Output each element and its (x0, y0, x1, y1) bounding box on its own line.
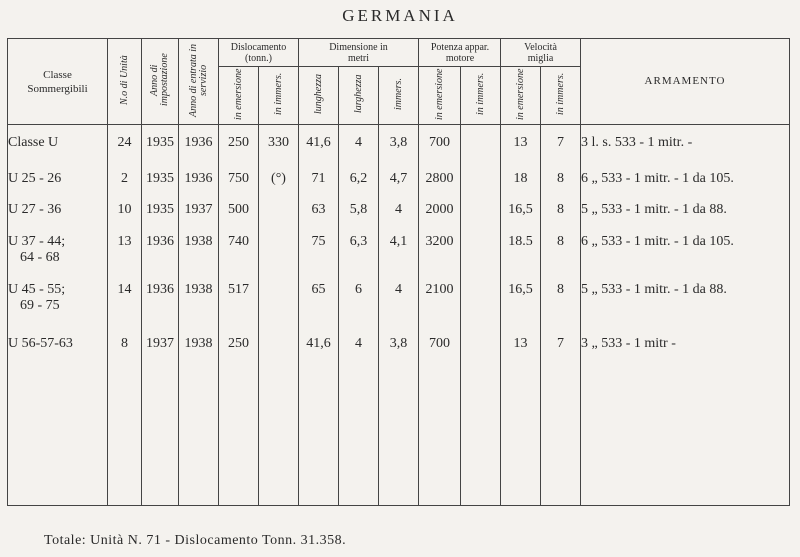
cell-unita: 24 (108, 135, 142, 171)
cell-disl-em: 250 (219, 336, 259, 376)
classe-name: Classe U (8, 135, 59, 150)
cell-armamento: 3 l. s. 533 - 1 mitr. - (581, 135, 790, 171)
table-row (8, 234, 790, 282)
cell-classe (8, 135, 108, 171)
header-lunghezza: lunghezza (299, 67, 339, 125)
cell-larg: 6 (339, 282, 379, 336)
cell-serv: 1938 (179, 282, 219, 336)
cell-larg: 4 (339, 135, 379, 171)
header-armamento: ARMAMENTO (581, 39, 790, 125)
cell-imm: 3,8 (379, 336, 419, 376)
header-anno-servizio: Anno di entrata in servizio (179, 39, 219, 125)
table-row (8, 135, 790, 171)
cell-larg: 6,3 (339, 234, 379, 282)
cell-imp: 1937 (142, 336, 179, 376)
cell-lung: 41,6 (299, 336, 339, 376)
cell-pot-em: 700 (419, 336, 461, 376)
cell-vel-em: 18 (501, 171, 541, 202)
filler-row (8, 376, 790, 506)
cell-lung: 41,6 (299, 135, 339, 171)
cell-disl-em: 517 (219, 282, 259, 336)
cell-imp: 1935 (142, 202, 179, 234)
footer-total: Totale: Unità N. 71 - Dislocamento Tonn. 31.358. (44, 533, 347, 548)
table-row (8, 336, 790, 376)
classe-name-line2: 64 - 68 (20, 250, 60, 265)
cell-lung: 65 (299, 282, 339, 336)
cell-disl-em: 500 (219, 202, 259, 234)
cell-pot-im (461, 234, 501, 282)
cell-pot-em: 2800 (419, 171, 461, 202)
cell-serv: 1936 (179, 171, 219, 202)
cell-armamento: 5 „ 533 - 1 mitr. - 1 da 88. (581, 202, 790, 234)
cell-disl-im (259, 282, 299, 336)
header-larghezza: larghezza (339, 67, 379, 125)
cell-armamento: 6 „ 533 - 1 mitr. - 1 da 105. (581, 171, 790, 202)
cell-serv: 1936 (179, 135, 219, 171)
cell-lung: 75 (299, 234, 339, 282)
table-row (8, 202, 790, 234)
cell-imm: 4,7 (379, 171, 419, 202)
cell-disl-em: 250 (219, 135, 259, 171)
cell-pot-im (461, 135, 501, 171)
cell-classe (8, 336, 108, 376)
header-velocita: Velocità miglia (501, 39, 581, 67)
header-potenza: Potenza appar. motore (419, 39, 501, 67)
header-dislocamento: Dislocamento (tonn.) (219, 39, 299, 67)
cell-disl-im: 330 (259, 135, 299, 171)
header-disl-emersione: in emersione (219, 67, 259, 125)
cell-disl-im: (°) (259, 171, 299, 202)
cell-vel-im: 8 (541, 234, 581, 282)
header-unita: N.o di Unità (108, 39, 142, 125)
cell-larg: 4 (339, 336, 379, 376)
cell-pot-em: 2100 (419, 282, 461, 336)
classe-name: U 37 - 44; (8, 234, 66, 249)
cell-disl-em: 750 (219, 171, 259, 202)
cell-vel-em: 13 (501, 336, 541, 376)
header-disl-immersione: in immers. (259, 67, 299, 125)
cell-disl-em: 740 (219, 234, 259, 282)
cell-vel-im: 8 (541, 282, 581, 336)
cell-disl-im (259, 234, 299, 282)
cell-classe (8, 202, 108, 234)
header-pot-emersione: in emersione (419, 67, 461, 125)
cell-vel-em: 13 (501, 135, 541, 171)
cell-imm: 4,1 (379, 234, 419, 282)
header-classe: Classe Sommergibili (8, 39, 108, 125)
cell-imm: 4 (379, 282, 419, 336)
cell-imm: 4 (379, 202, 419, 234)
submarine-table (7, 38, 790, 506)
cell-vel-im: 8 (541, 202, 581, 234)
cell-pot-im (461, 202, 501, 234)
cell-classe (8, 171, 108, 202)
cell-larg: 5,8 (339, 202, 379, 234)
cell-lung: 71 (299, 171, 339, 202)
cell-unita: 14 (108, 282, 142, 336)
cell-armamento: 5 „ 533 - 1 mitr. - 1 da 88. (581, 282, 790, 336)
header-immers: immers. (379, 67, 419, 125)
cell-vel-im: 8 (541, 171, 581, 202)
cell-unita: 10 (108, 202, 142, 234)
cell-imp: 1936 (142, 234, 179, 282)
cell-imp: 1936 (142, 282, 179, 336)
cell-vel-im: 7 (541, 135, 581, 171)
cell-imp: 1935 (142, 171, 179, 202)
header-vel-emersione: in emersione (501, 67, 541, 125)
cell-vel-em: 16,5 (501, 282, 541, 336)
cell-serv: 1937 (179, 202, 219, 234)
table-row (8, 171, 790, 202)
classe-name: U 45 - 55; (8, 282, 66, 297)
cell-classe (8, 234, 108, 282)
classe-name: U 27 - 36 (8, 202, 62, 217)
header-pot-immersione: in immers. (461, 67, 501, 125)
cell-pot-em: 3200 (419, 234, 461, 282)
cell-armamento: 3 „ 533 - 1 mitr - (581, 336, 790, 376)
header-anno-impostazione: Anno di impostazione (142, 39, 179, 125)
classe-name: U 25 - 26 (8, 171, 62, 186)
cell-vel-em: 18.5 (501, 234, 541, 282)
cell-classe (8, 282, 108, 336)
classe-name-line2: 69 - 75 (20, 298, 60, 313)
table-row (8, 282, 790, 336)
cell-unita: 8 (108, 336, 142, 376)
cell-lung: 63 (299, 202, 339, 234)
cell-larg: 6,2 (339, 171, 379, 202)
cell-pot-im (461, 336, 501, 376)
classe-name: U 56-57-63 (8, 336, 73, 351)
header-dimensione: Dimensione in metri (299, 39, 419, 67)
cell-serv: 1938 (179, 336, 219, 376)
cell-disl-im (259, 202, 299, 234)
cell-pot-im (461, 171, 501, 202)
cell-pot-im (461, 282, 501, 336)
cell-vel-im: 7 (541, 336, 581, 376)
cell-imm: 3,8 (379, 135, 419, 171)
cell-unita: 13 (108, 234, 142, 282)
cell-unita: 2 (108, 171, 142, 202)
cell-pot-em: 700 (419, 135, 461, 171)
cell-serv: 1938 (179, 234, 219, 282)
header-vel-immersione: in immers. (541, 67, 581, 125)
cell-armamento: 6 „ 533 - 1 mitr. - 1 da 105. (581, 234, 790, 282)
page-title: GERMANIA (342, 6, 458, 25)
cell-imp: 1935 (142, 135, 179, 171)
cell-disl-im (259, 336, 299, 376)
cell-vel-em: 16,5 (501, 202, 541, 234)
cell-pot-em: 2000 (419, 202, 461, 234)
